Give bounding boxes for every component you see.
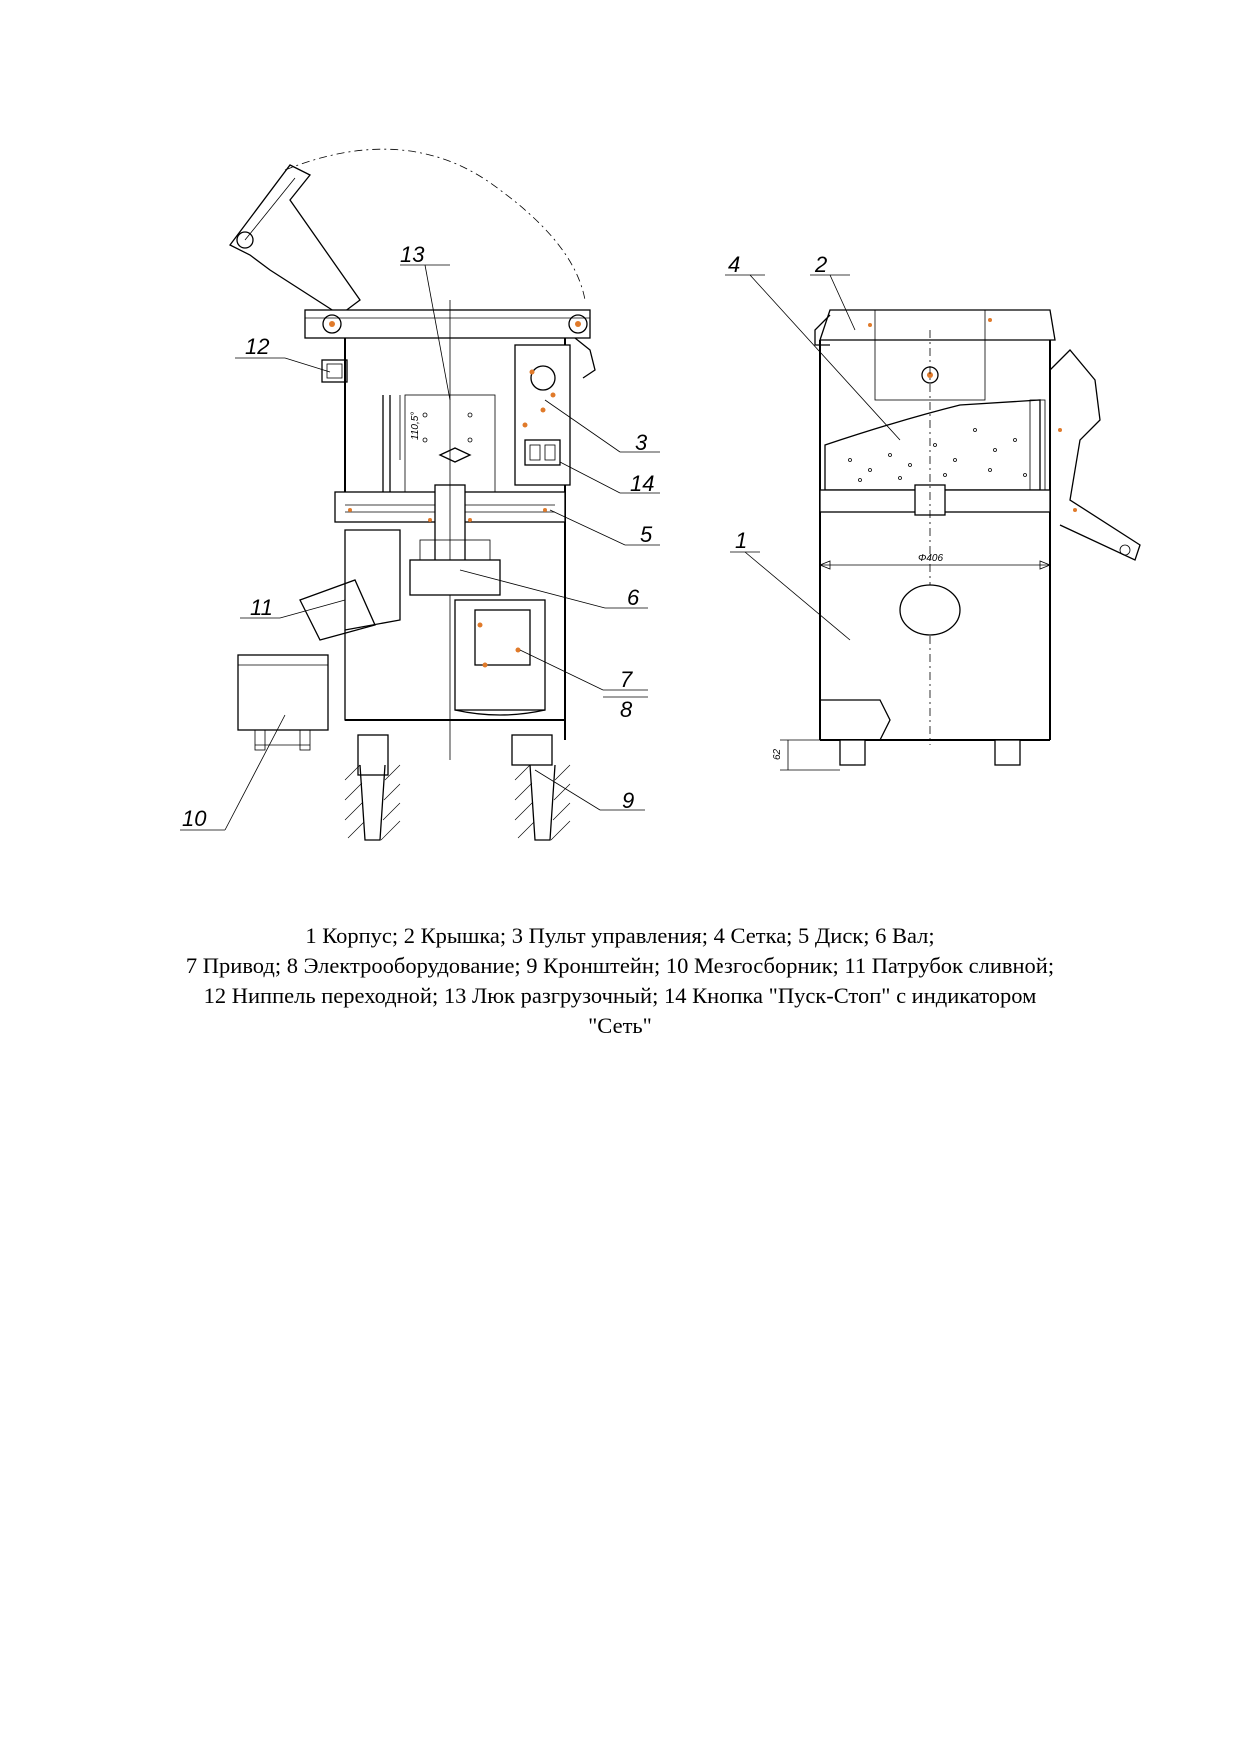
callout-9: 9 [622,788,635,813]
callout-12: 12 [245,334,270,359]
callout-8: 8 [620,697,633,722]
callout-13: 13 [400,242,425,267]
callout-14: 14 [630,471,655,496]
dim-hatch-height: 110,5° [410,411,421,440]
callout-4: 4 [728,252,741,277]
figure-caption [150,921,1090,1041]
callout-6: 6 [627,585,640,610]
callout-10: 10 [182,806,207,831]
callout-2: 2 [815,252,828,277]
callout-3: 3 [635,430,648,455]
caption-line: 1 Корпус; 2 Крышка; 3 Пульт управления; 4 Сетка; 5 Диск; 6 Вал; [305,923,935,948]
callout-1: 1 [735,528,748,553]
caption-line: "Сеть" [588,1013,652,1038]
side-view [772,310,1140,770]
dim-diameter: Φ406 [918,553,944,564]
dim-leg-height: 62 [772,748,783,760]
callout-5: 5 [640,522,653,547]
callout-7: 7 [620,667,633,692]
callout-11: 11 [250,595,273,620]
caption-line: 7 Привод; 8 Электрооборудование; 9 Кронштейн; 10 Мезгосборник; 11 Патрубок сливной; [185,953,1055,978]
caption-line: 12 Ниппель переходной; 13 Люк разгрузочный; 14 Кнопка "Пуск-Стоп" с индикатором [203,983,1037,1008]
